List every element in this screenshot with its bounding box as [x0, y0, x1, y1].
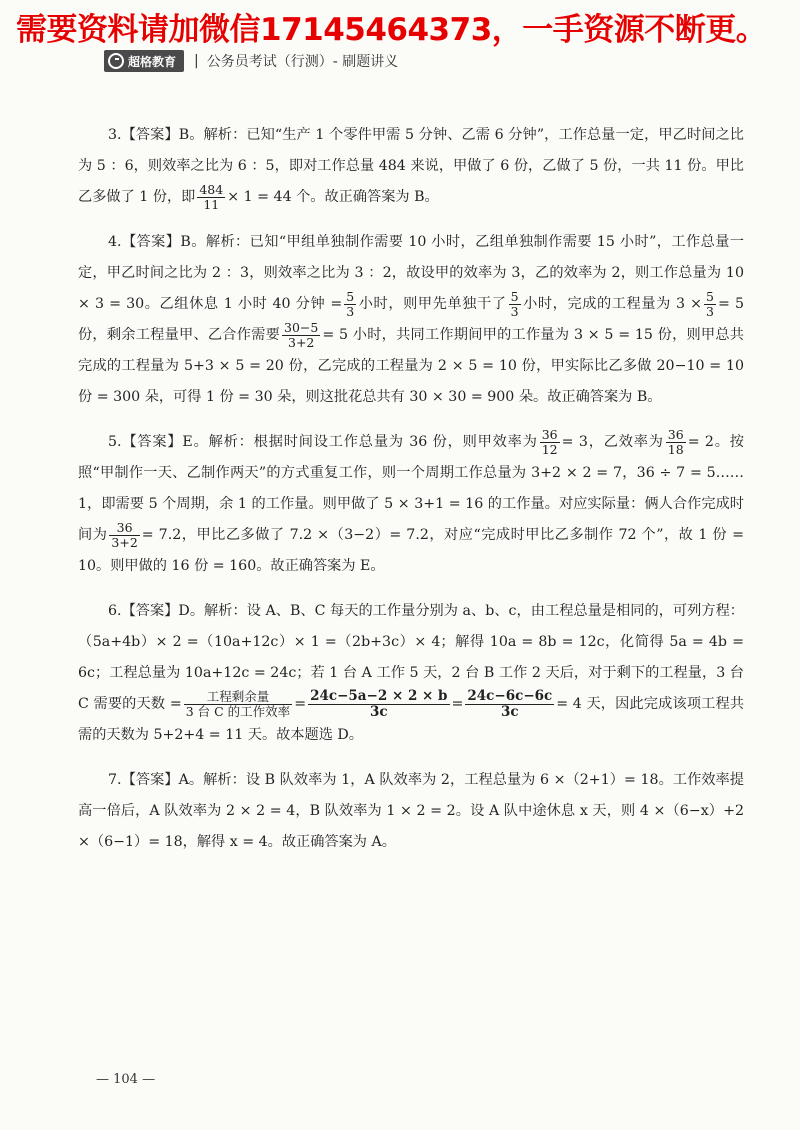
- fraction: $\frac{484}{11}$: [199, 182, 224, 212]
- fraction: $\frac{\text{工程剩余量}}{\text{3 台 C 的工作效率}}$: [185, 689, 291, 719]
- answer-3-text-b: × 1 = 44 个。故正确答案为 B。: [227, 189, 439, 205]
- answer-4-text-d: = 5 份，剩余工程量甲、乙合作需要: [78, 296, 744, 343]
- answer-5-text-c: = 2。按照“甲制作一天、乙制作两天”的方式重复工作，则一个周期工作总量为 3+2 × 2 = 7，36 ÷ 7 = 5……1，即需要 5 个周期，余 1 的工作量。则甲做了 5 × 3+1 = 16 的工作量。对应实际量：俩人合作完成时间为: [78, 434, 744, 543]
- answer-7-text: 7.【答案】A。解析：设 B 队效率为 1，A 队效率为 2，工程总量为 6 ×（2+1）= 18。工作效率提高一倍后，A 队效率为 2 × 2 = 4，B 队效率为 1 × 2 = 2。设 A 队中途休息 x 天，则 4 ×（6−x）+2 ×（6−1）= 18，解得 x = 4。故正确答案为 A。: [78, 772, 744, 850]
- page-header: [104, 50, 398, 72]
- fraction: $\frac{30-5}{3+2}$: [284, 320, 319, 350]
- fraction: $\frac{5}{3}$: [346, 289, 355, 319]
- answer-6-text-d: = 4 天，因此完成该项工程共需的天数为 5+2+4 = 11 天。故本题选 D。: [78, 696, 745, 743]
- answer-6-text-c: =: [451, 696, 464, 712]
- answer-6-text-a: 6.【答案】D。解析：设 A、B、C 每天的工作量分别为 a、b、c，由工程总量是相同的，可列方程：（5a+4b）× 2 =（10a+12c）× 1 =（2b+3c）× 4；解得 10a = 8b = 12c，化简得 5a = 4b = 6c；工程总量为 10a+12c = 24c；若 1 台 A 工作 5 天，2 台 B 工作 2 天后，对于剩下的工程量，3 台 C 需要的天数 =: [78, 603, 744, 712]
- answer-4-text-e: = 5 小时，共同工作期间甲的工作量为 3 × 5 = 15 份，则甲总共完成的工程量为 5+3 × 5 = 20 份，乙完成的工程量为 2 × 5 = 10 份，甲实际比乙多做 20−10 = 10 份 = 300 朵，可得 1 份 = 30 朵，则这批花总共有 30 × 30 = 900 朵。故正确答案为 B。: [78, 327, 744, 405]
- fraction: $\frac{5}{3}$: [510, 289, 519, 319]
- fraction: $\frac{36}{18}$: [667, 427, 684, 457]
- answer-6: [78, 596, 744, 751]
- fraction: $\frac{24c-6c-6c}{3c}$: [467, 688, 553, 720]
- answer-4-text-c: 小时，完成的工程量为 3 ×: [522, 296, 703, 312]
- answer-4: [78, 227, 744, 413]
- brand-logo: [104, 50, 184, 72]
- answer-3: [78, 120, 744, 213]
- fraction: $\frac{36}{3+2}$: [111, 520, 138, 550]
- page-number: — 104 —: [96, 1072, 156, 1087]
- logo-mark-icon: [108, 53, 124, 69]
- answer-5-text-b: = 3，乙效率为: [561, 434, 664, 450]
- answer-7: [78, 765, 744, 858]
- wechat-banner: 需要资料请加微信17145464373，一手资源不断更。: [16, 12, 767, 48]
- fraction: $\frac{24c-5a-2 \times 2 \times b}{3c}$: [310, 688, 448, 720]
- answer-3-text-a: 3.【答案】B。解析：已知“生产 1 个零件甲需 5 分钟、乙需 6 分钟”，工作总量一定，甲乙时间之比为 5 ：6，则效率之比为 6 ：5，即对工作总量 484 来说，甲做了 6 份，乙做了 5 份，一共 11 份。甲比乙多做了 1 份，即: [78, 127, 744, 205]
- answer-6-text-b: =: [294, 696, 307, 712]
- solutions-content: [78, 120, 744, 872]
- fraction: $\frac{36}{12}$: [541, 427, 558, 457]
- answer-4-text-a: 4.【答案】B。解析：已知“甲组单独制作需要 10 小时，乙组单独制作需要 15 小时”，工作总量一定，甲乙时间之比为 2 ：3，则效率之比为 3 ：2，故设甲的效率为 3，乙的效率为 2，则工作总量为 10 × 3 = 30。乙组休息 1 小时 40 分钟 =: [78, 234, 744, 312]
- brand-logo-text: 超格教育: [128, 54, 177, 69]
- answer-4-text-b: 小时，则甲先单独干了: [358, 296, 507, 312]
- answer-5: [78, 427, 744, 582]
- header-separator: |: [194, 53, 199, 69]
- answer-5-text-d: = 7.2，甲比乙多做了 7.2 ×（3−2）= 7.2，对应“完成时甲比乙多制作 72 个”，故 1 份 = 10。则甲做的 16 份 = 160。故正确答案为 E。: [78, 527, 744, 574]
- answer-5-text-a: 5.【答案】E。解析：根据时间设工作总量为 36 份，则甲效率为: [108, 434, 538, 450]
- header-title: 公务员考试（行测）- 刷题讲义: [206, 54, 399, 70]
- fraction: $\frac{5}{3}$: [706, 289, 714, 319]
